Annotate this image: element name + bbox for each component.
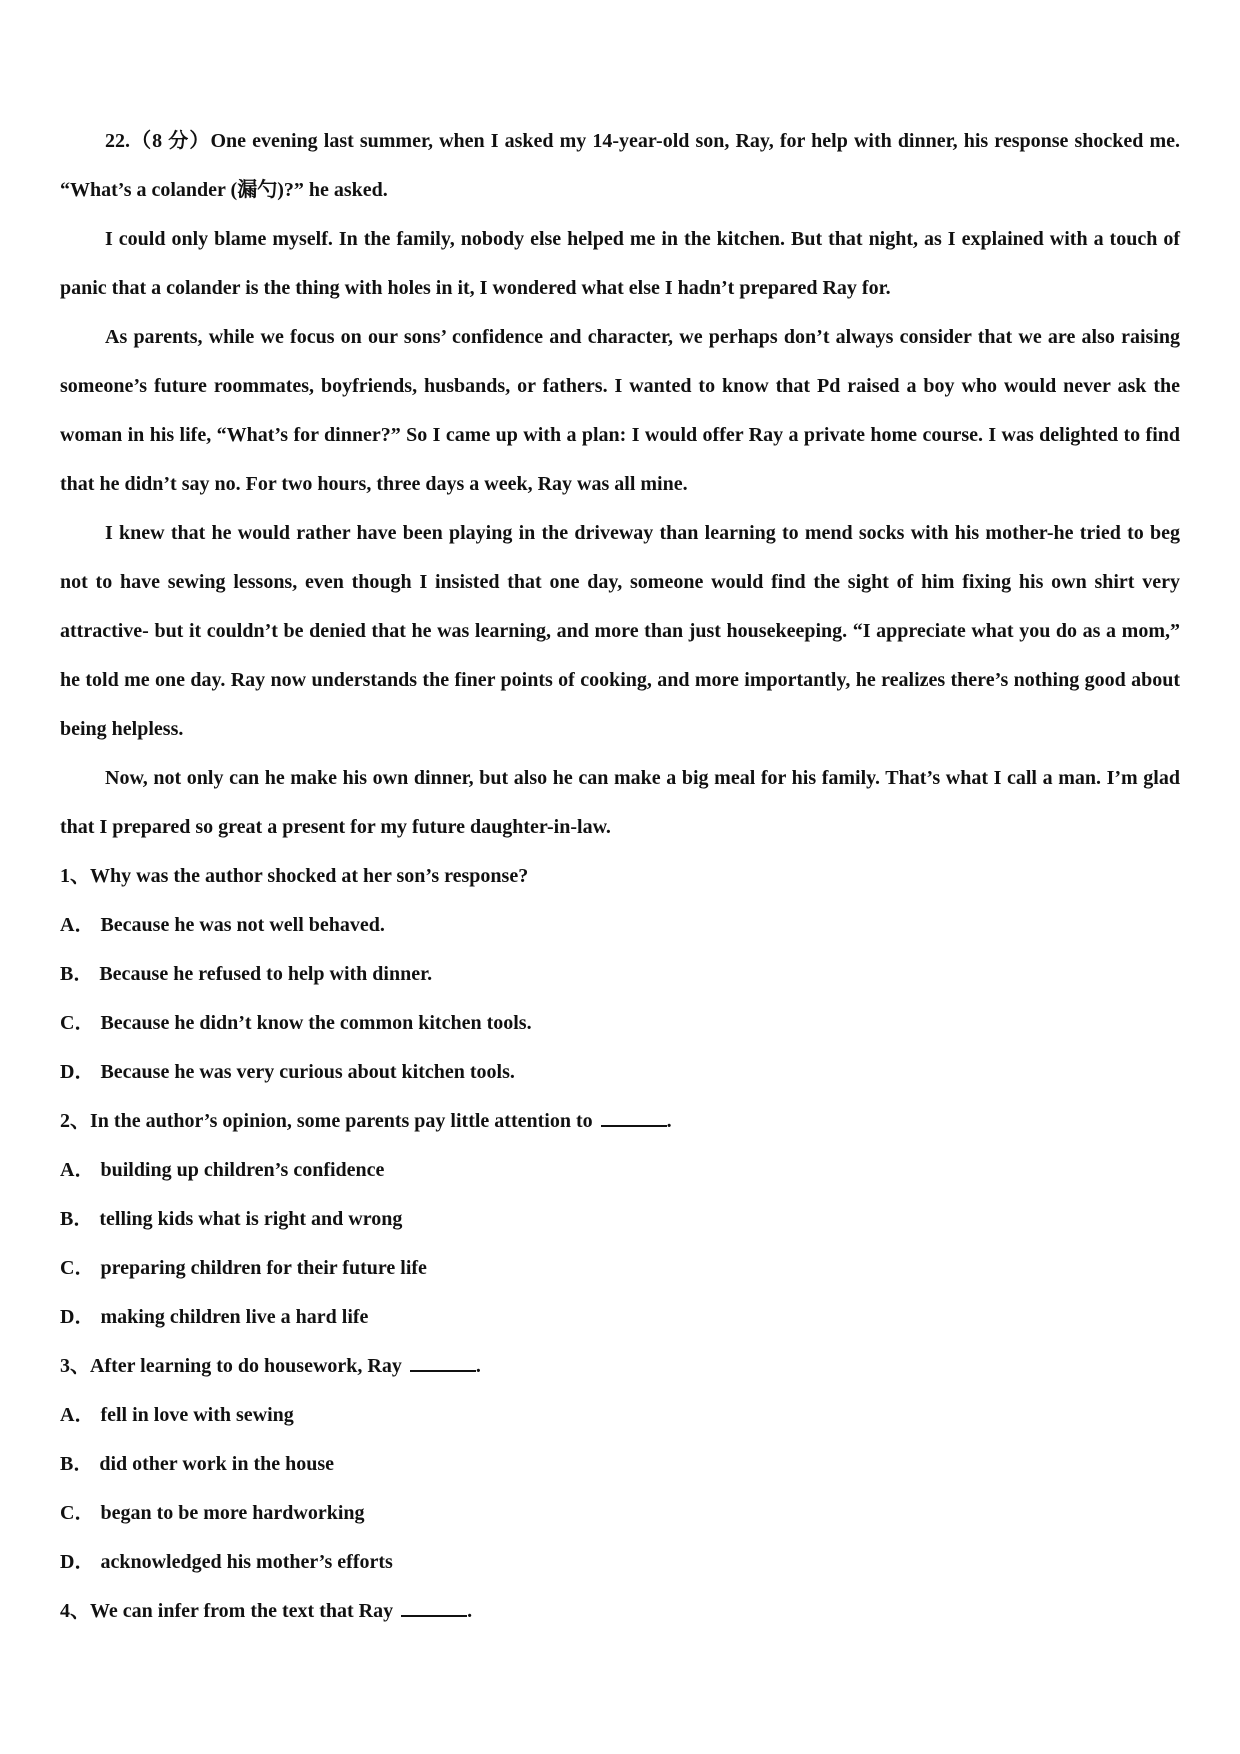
question-1-option-d[interactable] bbox=[60, 1048, 1180, 1097]
question-number: 2、 bbox=[60, 1110, 90, 1132]
question-3-option-c[interactable] bbox=[60, 1489, 1180, 1538]
question-1-option-a[interactable] bbox=[60, 901, 1180, 950]
question-text: We can infer from the text that Ray bbox=[90, 1600, 394, 1622]
question-header-number: 22.（8 分） bbox=[105, 130, 211, 152]
answer-blank[interactable] bbox=[601, 1111, 667, 1127]
question-4-stem bbox=[60, 1587, 1180, 1636]
question-3-option-d[interactable] bbox=[60, 1538, 1180, 1587]
passage-paragraph-3: As parents, while we focus on our sons’ confidence and character, we perhaps don’t always consider that we are also raising someone’s future roommates, boyfriends, husbands, or fathers. I wanted to know that Pd raised a boy who would never ask the woman in his life, “What’s for dinner?” So I came up with a plan: I would offer Ray a private home course. I was delighted to find that he didn’t say no. For two hours, three days a week, Ray was all mine. bbox=[60, 326, 1180, 495]
option-text: Because he refused to help with dinner. bbox=[99, 963, 433, 985]
option-letter: B． bbox=[60, 1453, 94, 1475]
option-letter: A． bbox=[60, 1159, 95, 1181]
question-2-stem bbox=[60, 1097, 1180, 1146]
option-letter: A． bbox=[60, 1404, 95, 1426]
question-2-option-c[interactable] bbox=[60, 1244, 1180, 1293]
option-text: Because he was not well behaved. bbox=[100, 914, 385, 936]
option-text: telling kids what is right and wrong bbox=[99, 1208, 403, 1230]
option-text: acknowledged his mother’s efforts bbox=[100, 1551, 393, 1573]
question-1-option-b[interactable] bbox=[60, 950, 1180, 999]
passage-paragraph-2: I could only blame myself. In the family, nobody else helped me in the kitchen. But that night, as I explained with a touch of panic that a colander is the thing with holes in it, I wondered what else I hadn’t prepared Ray for. bbox=[60, 228, 1180, 299]
passage-paragraph-5: Now, not only can he make his own dinner, but also he can make a big meal for his family. That’s what I call a man. I’m glad that I prepared so great a present for my future daughter-in-law. bbox=[60, 767, 1180, 838]
answer-blank[interactable] bbox=[401, 1601, 467, 1617]
question-2-option-d[interactable] bbox=[60, 1293, 1180, 1342]
option-letter: C． bbox=[60, 1257, 95, 1279]
question-end-punct: . bbox=[666, 1110, 672, 1132]
question-end-punct: . bbox=[467, 1600, 473, 1622]
option-letter: B． bbox=[60, 1208, 94, 1230]
question-1-option-c[interactable] bbox=[60, 999, 1180, 1048]
passage-paragraph-4: I knew that he would rather have been playing in the driveway than learning to mend socks with his mother-he tried to beg not to have sewing lessons, even though I insisted that one day, someone would find the sight of him fixing his own shirt very attractive- but it couldn’t be denied that he was learning, and more than just housekeeping. “I appreciate what you do as a mom,” he told me one day. Ray now understands the finer points of cooking, and more importantly, he realizes there’s nothing good about being helpless. bbox=[60, 522, 1180, 740]
question-number: 1、 bbox=[60, 865, 90, 887]
option-text: Because he didn’t know the common kitchen tools. bbox=[100, 1012, 532, 1034]
question-text: After learning to do housework, Ray bbox=[90, 1355, 402, 1377]
option-text: building up children’s confidence bbox=[100, 1159, 385, 1181]
option-letter: D． bbox=[60, 1551, 95, 1573]
option-text: making children live a hard life bbox=[100, 1306, 369, 1328]
question-2-option-a[interactable] bbox=[60, 1146, 1180, 1195]
option-text: fell in love with sewing bbox=[100, 1404, 294, 1426]
option-letter: A． bbox=[60, 914, 95, 936]
option-text: did other work in the house bbox=[99, 1453, 335, 1475]
option-text: began to be more hardworking bbox=[100, 1502, 365, 1524]
option-letter: D． bbox=[60, 1061, 95, 1083]
passage-paragraph-1 bbox=[60, 117, 1180, 215]
option-letter: C． bbox=[60, 1012, 95, 1034]
paragraph-text: One evening last summer, when I asked my 14-year-old son, Ray, for help with dinner, his response shocked me. “What’s a colander (漏勺)?” he asked. bbox=[60, 130, 1181, 201]
question-1-stem bbox=[60, 852, 1180, 901]
question-number: 3、 bbox=[60, 1355, 90, 1377]
question-2-option-b[interactable] bbox=[60, 1195, 1180, 1244]
question-3-option-b[interactable] bbox=[60, 1440, 1180, 1489]
option-letter: C． bbox=[60, 1502, 95, 1524]
question-text: Why was the author shocked at her son’s response? bbox=[90, 865, 529, 887]
answer-blank[interactable] bbox=[410, 1356, 476, 1372]
option-text: preparing children for their future life bbox=[100, 1257, 427, 1279]
option-text: Because he was very curious about kitchen tools. bbox=[100, 1061, 515, 1083]
option-letter: D． bbox=[60, 1306, 95, 1328]
option-letter: B． bbox=[60, 963, 94, 985]
question-number: 4、 bbox=[60, 1600, 90, 1622]
question-end-punct: . bbox=[475, 1355, 481, 1377]
question-3-stem bbox=[60, 1342, 1180, 1391]
question-text: In the author’s opinion, some parents pay little attention to bbox=[90, 1110, 593, 1132]
question-3-option-a[interactable] bbox=[60, 1391, 1180, 1440]
